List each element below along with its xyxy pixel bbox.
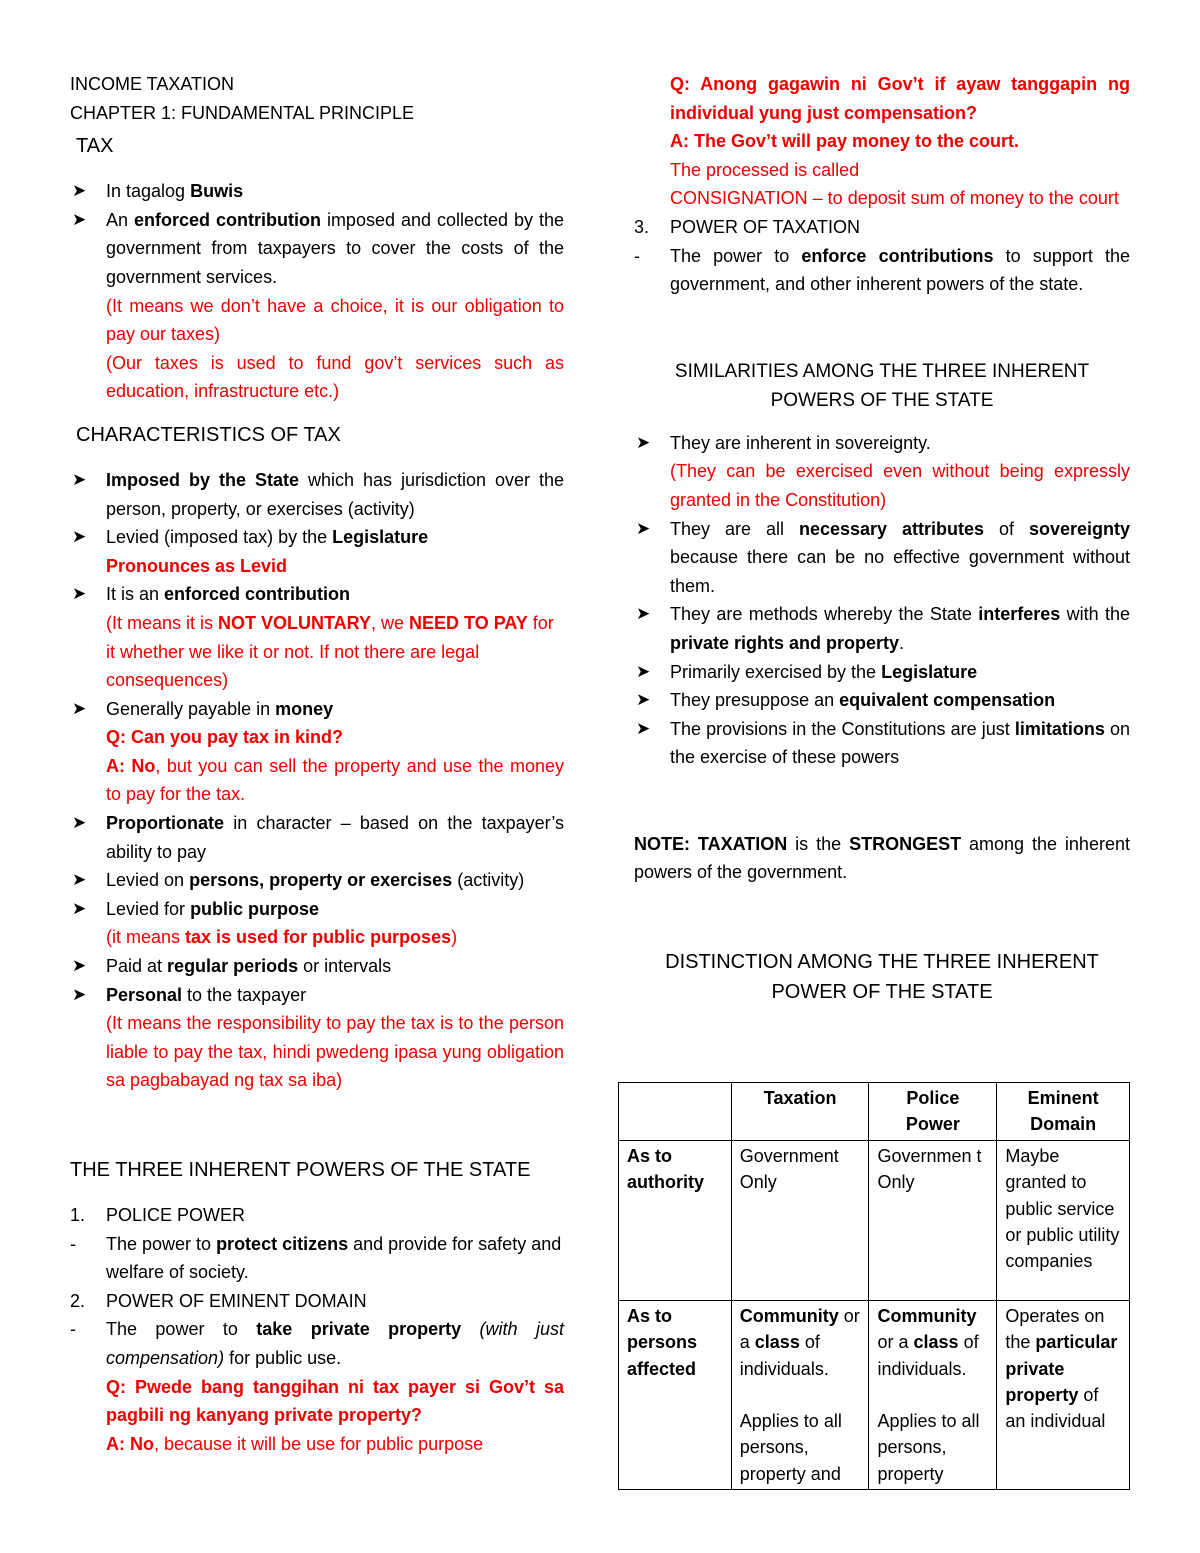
consignation-question: Q: Anong gagawin ni Gov’t if ayaw tanggapin ng individual yung just compensation? [670, 74, 1130, 123]
right-column [634, 0, 1130, 1007]
chapter-title: CHAPTER 1: FUNDAMENTAL PRINCIPLE [70, 102, 415, 123]
eminent-domain-answer: A: No, because it will be use for public purpose [106, 1433, 484, 1454]
char-public-purpose: ➤ Levied for public purpose [70, 895, 564, 924]
cell-authority-police: Governmen t Only [869, 1140, 997, 1300]
eminent-domain-title: 2. POWER OF EMINENT DOMAIN [70, 1290, 367, 1311]
eminent-domain-desc: - The power to take private property (with just compensation) for public use. [70, 1319, 564, 1368]
table-header-taxation: Taxation [731, 1083, 869, 1141]
cell-persons-police-extra: Applies to all persons, property [877, 1411, 980, 1484]
tax-bullet-definition: ➤ An enforced contribution imposed and collected by the government from taxpayers to cover the costs of the government services. [70, 206, 564, 292]
char-enforced-contribution: ➤ It is an enforced contribution [70, 580, 564, 609]
police-power-title: 1. POLICE POWER [70, 1205, 246, 1225]
char-personal: ➤ Personal to the taxpayer [70, 981, 564, 1010]
cell-persons-police: Community or a class of individuals. Applies to all persons, property [869, 1300, 997, 1489]
cell-authority-eminent: Maybe granted to public service or public utility companies [997, 1140, 1130, 1300]
three-powers-heading: THE THREE INHERENT POWERS OF THE STATE [70, 1159, 531, 1181]
char-answer-in-kind: A: No, but you can sell the property and use the money to pay for the tax. [106, 755, 564, 805]
sim-inherent-note: (They can be exercised even without being expressly granted in the Constitution) [670, 461, 1130, 510]
left-column [70, 0, 564, 1458]
tax-bullet-tagalog: ➤ In tagalog Buwis [70, 177, 564, 206]
process-called: The processed is called [670, 159, 860, 180]
char-pronunciation-note: Pronounces as Levid [106, 555, 288, 576]
table-header-eminent: Eminent Domain [997, 1083, 1130, 1141]
sim-interferes: ➤ They are methods whereby the State interferes with the private rights and property. [634, 600, 1130, 657]
char-levied-on: ➤ Levied on persons, property or exercises (activity) [70, 866, 564, 895]
sim-necessary-attributes: ➤ They are all necessary attributes of sovereignty because there can be no effective government without them. [634, 515, 1130, 601]
table-header-row [619, 1083, 1130, 1141]
cell-persons-eminent: Operates on the particular private property of an individual [997, 1300, 1130, 1489]
note-strongest: NOTE: TAXATION is the STRONGEST among the inherent powers of the government. [634, 833, 1130, 883]
taxation-power-title: 3. POWER OF TAXATION [634, 216, 861, 237]
eminent-domain-question: Q: Pwede bang tanggihan ni tax payer si Gov’t sa pagbili ng kanyang private property? [106, 1376, 564, 1426]
tax-note-fund: (Our taxes is used to fund gov’t services such as education, infrastructure etc.) [106, 352, 564, 402]
row-label-authority: As to authority [619, 1140, 732, 1300]
tax-note-obligation: (It means we don’t have a choice, it is our obligation to pay our taxes) [106, 295, 564, 345]
row-label-persons: As to persons affected [619, 1300, 732, 1489]
char-personal-note: (It means the responsibility to pay the tax is to the person liable to pay the tax, hindi pwedeng ipasa yung obligation sa pagbabayad ng tax sa iba) [106, 1013, 564, 1091]
sim-limitations: ➤ The provisions in the Constitutions are just limitations on the exercise of these powers [634, 715, 1130, 772]
char-question-in-kind: Q: Can you pay tax in kind? [106, 727, 344, 748]
char-public-purpose-note: (it means tax is used for public purposes) [106, 927, 458, 948]
table-header-empty [619, 1083, 732, 1141]
cell-persons-taxation-extra: Applies to all persons, property and [739, 1411, 842, 1484]
similarities-heading: SIMILARITIES AMONG THE THREE INHERENT POWERS OF THE STATE [674, 360, 1090, 411]
table-row-persons [619, 1300, 1130, 1489]
char-payable-money: ➤ Generally payable in money [70, 695, 564, 724]
char-imposed-by-state: ➤ Imposed by the State which has jurisdiction over the person, property, or exercises (activity) [70, 466, 564, 523]
doc-title: INCOME TAXATION [70, 74, 235, 94]
char-not-voluntary-note: (It means it is NOT VOLUNTARY, we NEED TO PAY for it whether we like it or not. If not there are legal consequences) [106, 612, 554, 691]
distinction-table [618, 1082, 1130, 1490]
cell-authority-taxation: Government Only [731, 1140, 869, 1300]
sim-compensation: ➤ They presuppose an equivalent compensation [634, 686, 1130, 715]
sim-inherent-sovereignty: ➤ They are inherent in sovereignty. [634, 429, 1130, 458]
sim-legislature: ➤ Primarily exercised by the Legislature [634, 658, 1130, 687]
characteristics-heading: CHARACTERISTICS OF TAX [76, 423, 341, 446]
cell-persons-taxation: Community or a class of individuals. Applies to all persons, property and [731, 1300, 869, 1489]
tax-heading: TAX [76, 135, 114, 158]
consignation-definition: CONSIGNATION – to deposit sum of money to the court [670, 188, 1119, 209]
table-row-authority [619, 1140, 1130, 1300]
table-header-police: Police Power [869, 1083, 997, 1141]
taxation-power-desc: - The power to enforce contributions to support the government, and other inherent powers of the state. [634, 245, 1130, 295]
char-regular-periods: ➤ Paid at regular periods or intervals [70, 952, 564, 981]
char-proportionate: ➤ Proportionate in character – based on the taxpayer’s ability to pay [70, 809, 564, 866]
distinction-heading: DISTINCTION AMONG THE THREE INHERENT POWER OF THE STATE [665, 951, 1099, 1004]
consignation-answer: A: The Gov’t will pay money to the court. [670, 131, 1020, 152]
police-power-desc: - The power to protect citizens and provide for safety and welfare of society. [70, 1233, 562, 1283]
char-levied-legislature: ➤ Levied (imposed tax) by the Legislature [70, 523, 564, 552]
